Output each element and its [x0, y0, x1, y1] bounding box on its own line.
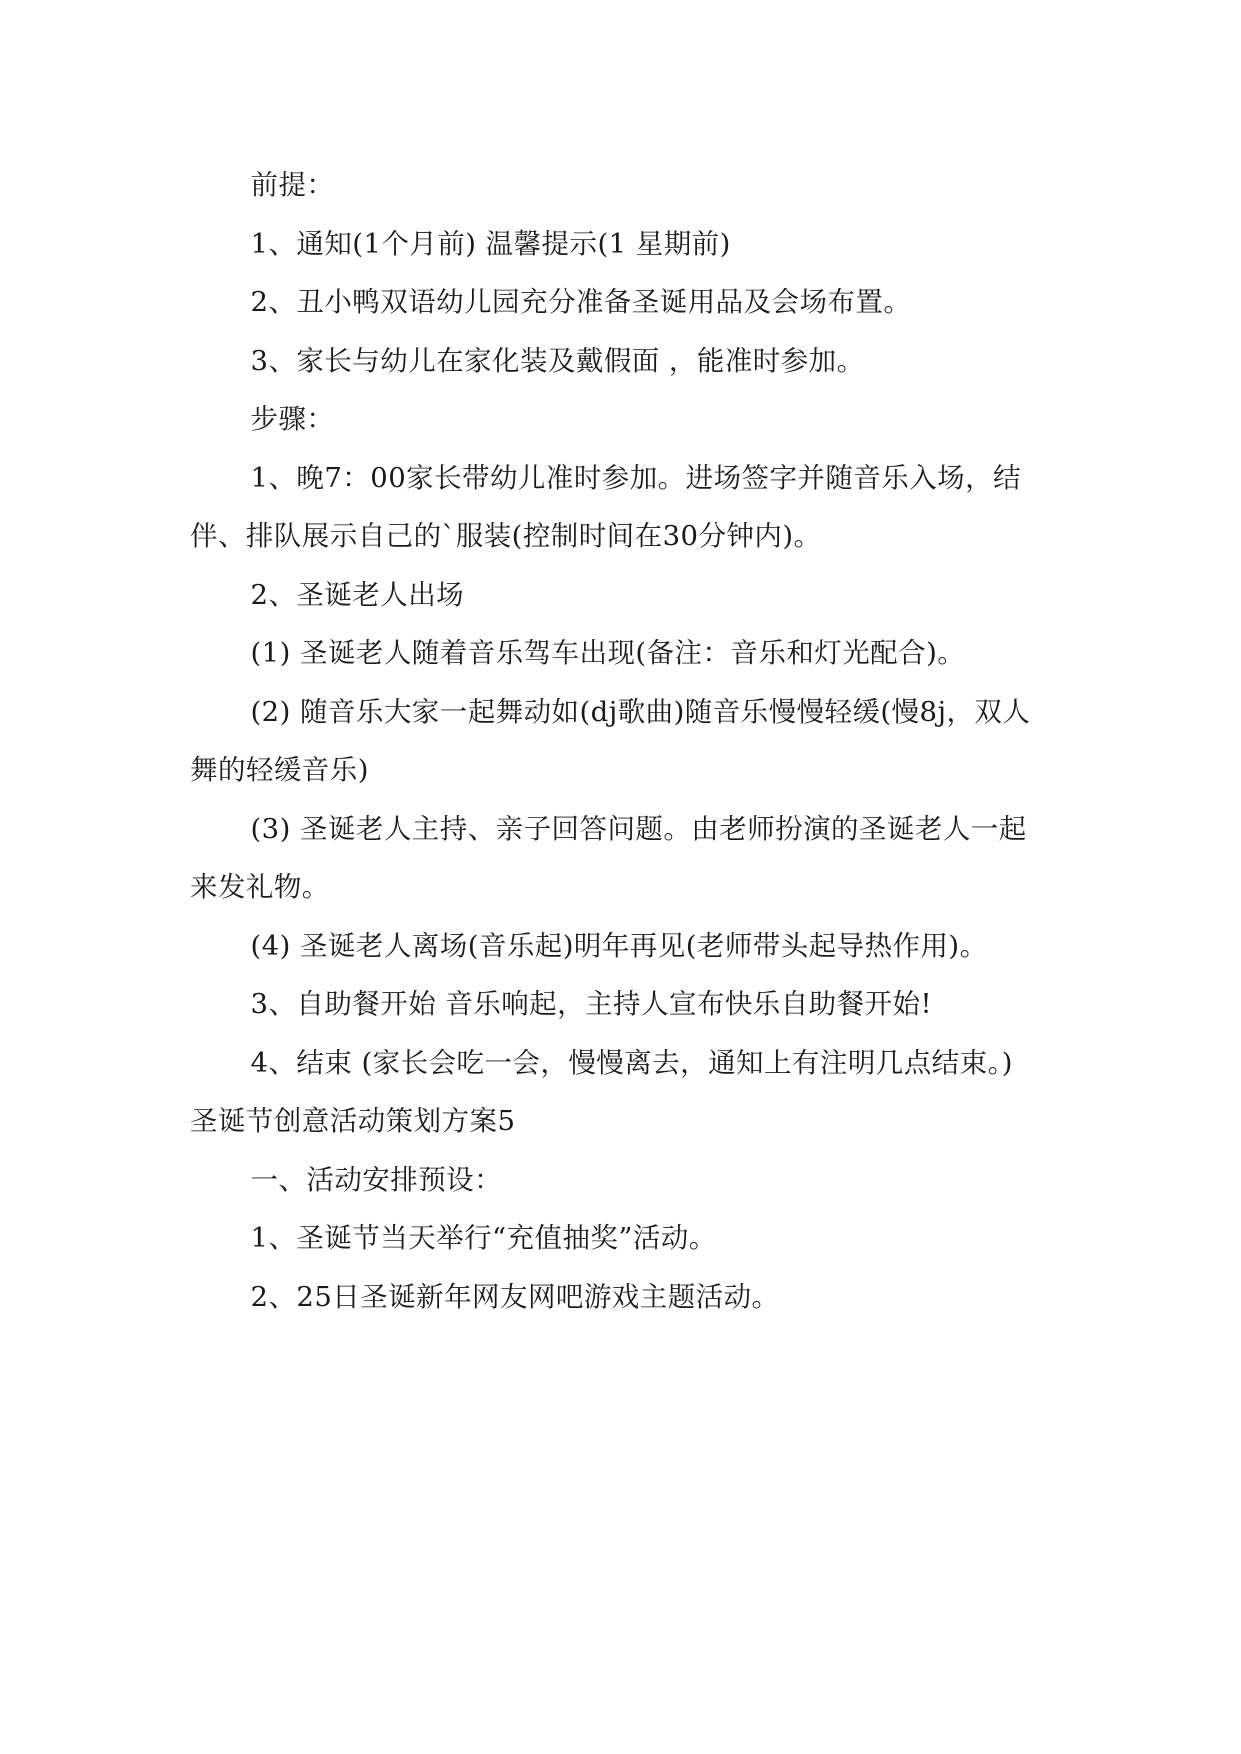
paragraph-step-2-sub-2: (2) 随音乐大家一起舞动如(dj歌曲)随音乐慢慢轻缓(慢8j，双人舞的轻缓音乐): [190, 695, 1031, 786]
paragraph-premise-1: 1、通知(1个月前) 温馨提示(1 星期前): [250, 227, 731, 260]
paragraph-step-2-sub-4: (4) 圣诞老人离场(音乐起)明年再见(老师带头起导热作用)。: [250, 929, 988, 962]
paragraph-steps-heading: 步骤：: [250, 403, 335, 435]
paragraph-premise-heading: 前提：: [250, 169, 335, 201]
paragraph-step-1: 1、晚7：00家长带幼儿准时参加。进场签字并随音乐入场，结伴、排队展示自己的`服装(控制时间在30分钟内)。: [190, 461, 1022, 552]
paragraph-step-2: 2、圣诞老人出场: [250, 578, 465, 611]
paragraph-step-2-sub-3: (3) 圣诞老人主持、亲子回答问题。由老师扮演的圣诞老人一起来发礼物。: [190, 812, 1027, 903]
paragraph-arrangement-2: 2、25日圣诞新年网友网吧游戏主题活动。: [250, 1280, 780, 1313]
paragraph-step-3: 3、自助餐开始 音乐响起，主持人宣布快乐自助餐开始!: [250, 988, 932, 1020]
document-body: [190, 156, 1050, 1326]
paragraph-step-2-sub-1: (1) 圣诞老人随着音乐驾车出现(备注：音乐和灯光配合)。: [250, 637, 966, 669]
section-title: 圣诞节创意活动策划方案5: [190, 1105, 516, 1137]
paragraph-arrangement-heading: 一、活动安排预设：: [250, 1163, 503, 1196]
paragraph-step-4: 4、结束 (家长会吃一会，慢慢离去，通知上有注明几点结束。): [250, 1046, 1013, 1079]
paragraph-premise-3: 3、家长与幼儿在家化装及戴假面 ，能准时参加。: [250, 344, 865, 377]
paragraph-premise-2: 2、丑小鸭双语幼儿园充分准备圣诞用品及会场布置。: [250, 286, 912, 318]
paragraph-arrangement-1: 1、圣诞节当天举行“充值抽奖”活动。: [250, 1222, 717, 1254]
